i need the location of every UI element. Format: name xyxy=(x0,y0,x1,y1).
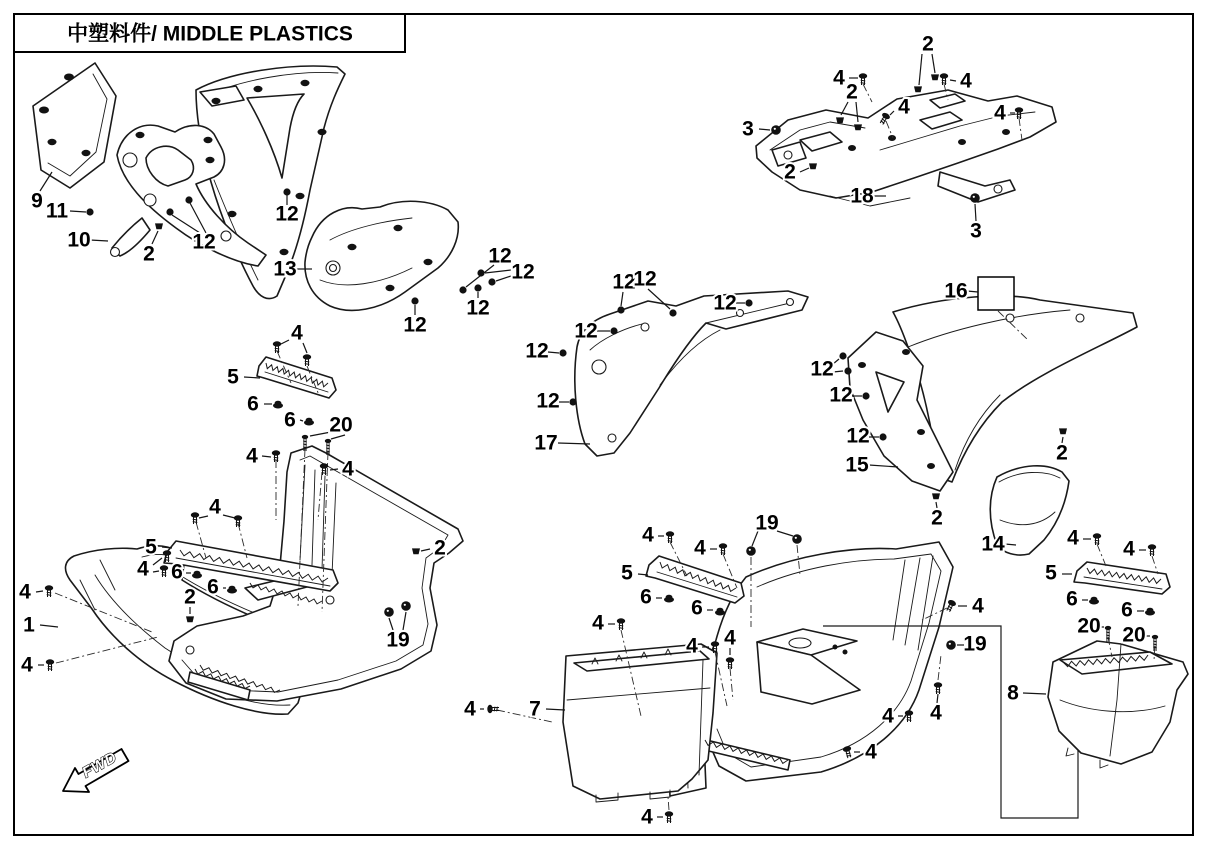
leader-line xyxy=(975,204,976,221)
rivet-fastener-icon xyxy=(185,196,192,203)
centerline xyxy=(863,84,872,102)
clip-fastener-icon xyxy=(186,616,194,622)
callout-label: 18 xyxy=(850,184,874,208)
callout-label: 4 xyxy=(686,634,698,658)
rivet-fastener-icon xyxy=(411,297,418,304)
callout-label: 6 xyxy=(207,575,219,599)
screw-fastener-icon xyxy=(666,531,674,543)
callout-label: 19 xyxy=(386,628,410,652)
clip-fastener-icon xyxy=(931,74,939,80)
callout-label: 4 xyxy=(972,594,984,618)
leader-line xyxy=(262,456,271,457)
screw-fastener-icon xyxy=(45,585,53,597)
callout-label: 4 xyxy=(994,101,1006,125)
callout-label: 20 xyxy=(1077,614,1101,638)
screw-fastener-icon xyxy=(303,354,311,366)
rivet-fastener-icon xyxy=(459,286,466,293)
callout-label: 12 xyxy=(810,357,834,381)
part-drawings xyxy=(33,63,1188,818)
callout-label: 1 xyxy=(23,613,35,637)
callout-label: 12 xyxy=(403,313,427,337)
callout-label: 4 xyxy=(291,321,303,345)
leader-line xyxy=(485,270,511,273)
callout-label: 12 xyxy=(525,339,549,363)
callout-label: 4 xyxy=(865,740,877,764)
fwd-label: FWD xyxy=(79,748,121,782)
callout-label: 8 xyxy=(1007,681,1019,705)
leader-line xyxy=(932,54,935,73)
leader-line xyxy=(36,591,43,592)
callout-label: 6 xyxy=(1121,598,1133,622)
cap-fastener-icon xyxy=(771,125,781,135)
callout-label: 4 xyxy=(833,66,845,90)
callout-label: 2 xyxy=(922,32,934,56)
callout-label: 12 xyxy=(466,296,490,320)
callout-label: 4 xyxy=(209,495,221,519)
clip-fastener-icon xyxy=(932,493,940,499)
callout-label: 12 xyxy=(192,230,216,254)
callout-label: 4 xyxy=(21,653,33,677)
rivet-fastener-icon xyxy=(839,352,846,359)
leader-line xyxy=(833,371,843,372)
callout-label: 2 xyxy=(434,536,446,560)
callout-label: 6 xyxy=(171,560,183,584)
screw-fastener-icon xyxy=(272,450,280,462)
leader-line xyxy=(90,240,108,241)
rivet-fastener-icon xyxy=(610,327,617,334)
screw-fastener-icon xyxy=(859,73,867,85)
callout-label: 4 xyxy=(137,557,149,581)
callout-label: 6 xyxy=(691,596,703,620)
nut-fastener-icon xyxy=(715,608,725,616)
callout-label: 12 xyxy=(488,244,512,268)
rivet-fastener-icon xyxy=(477,269,484,276)
screwlong-fastener-icon xyxy=(1105,626,1111,642)
rivet-fastener-icon xyxy=(745,299,752,306)
title-box xyxy=(14,14,405,52)
callout-label: 3 xyxy=(970,219,982,243)
callout-label: 5 xyxy=(145,535,157,559)
cap-fastener-icon xyxy=(792,534,802,544)
callout-label: 12 xyxy=(275,202,299,226)
screw-fastener-icon xyxy=(273,341,281,353)
callout-label: 2 xyxy=(931,506,943,530)
rivet-fastener-icon xyxy=(879,433,886,440)
nut-fastener-icon xyxy=(273,401,283,409)
callout-label: 4 xyxy=(1067,526,1079,550)
callout-label: 11 xyxy=(45,199,69,223)
callout-label: 5 xyxy=(227,365,239,389)
part-drawing-8 xyxy=(1048,641,1188,768)
callout-label: 2 xyxy=(846,80,858,104)
callout-label: 10 xyxy=(67,228,91,252)
callout-label: 14 xyxy=(981,532,1005,556)
leader-line xyxy=(40,172,52,191)
screw-fastener-icon xyxy=(665,811,673,823)
callout-label: 6 xyxy=(247,392,259,416)
callout-label: 12 xyxy=(574,319,598,343)
leader-line xyxy=(40,625,58,627)
leader-line xyxy=(621,292,623,306)
callout-label: 16 xyxy=(944,279,968,303)
leader-line xyxy=(70,211,86,212)
nut-fastener-icon xyxy=(1089,597,1099,605)
nut-fastener-icon xyxy=(227,586,237,594)
callout-label: 12 xyxy=(846,424,870,448)
leader-line xyxy=(300,420,303,421)
callout-16-box xyxy=(978,277,1014,310)
clip-fastener-icon xyxy=(836,117,844,123)
rivet-fastener-icon xyxy=(669,309,676,316)
nut-fastener-icon xyxy=(304,418,314,426)
callout-label: 4 xyxy=(342,457,354,481)
leader-line xyxy=(546,709,565,710)
clip-fastener-icon xyxy=(1059,428,1067,434)
part-drawing-13 xyxy=(305,201,458,310)
screw-fastener-icon xyxy=(46,659,54,671)
callout-label: 5 xyxy=(621,561,633,585)
rivet-fastener-icon xyxy=(617,306,624,313)
callout-label: 4 xyxy=(694,536,706,560)
callout-label: 2 xyxy=(184,585,196,609)
rivet-fastener-icon xyxy=(474,284,481,291)
leader-line xyxy=(967,291,978,292)
callout-label: 12 xyxy=(536,389,560,413)
fwd-arrow xyxy=(63,749,129,792)
centerline xyxy=(938,655,941,680)
leader-line xyxy=(1023,693,1046,694)
leader-line xyxy=(919,54,922,85)
callout-label: 6 xyxy=(1066,587,1078,611)
rivet-fastener-icon xyxy=(844,367,851,374)
callout-label: 4 xyxy=(898,95,910,119)
callout-label: 19 xyxy=(963,632,987,656)
leader-line xyxy=(281,340,289,344)
callout-label: 4 xyxy=(592,611,604,635)
screw-fastener-icon xyxy=(934,682,942,694)
callout-label: 12 xyxy=(713,291,737,315)
clip-fastener-icon xyxy=(155,223,163,229)
leader-line xyxy=(244,377,260,378)
centerline xyxy=(668,797,669,810)
callout-label: 4 xyxy=(930,701,942,725)
nut-fastener-icon xyxy=(192,571,202,579)
rivet-fastener-icon xyxy=(559,349,566,356)
nut-fastener-icon xyxy=(664,595,674,603)
callout-label: 12 xyxy=(829,383,853,407)
callout-label: 6 xyxy=(640,585,652,609)
screw-fastener-icon xyxy=(617,618,625,630)
callout-label: 4 xyxy=(1123,537,1135,561)
callout-label: 4 xyxy=(882,704,894,728)
clip-fastener-icon xyxy=(809,163,817,169)
part-drawing-17 xyxy=(575,291,808,456)
leader-line xyxy=(199,516,208,518)
screw-fastener-icon xyxy=(234,515,242,527)
leader-line xyxy=(950,80,956,81)
callout-label: 9 xyxy=(31,189,43,213)
callout-label: 20 xyxy=(1122,623,1146,647)
callout-label: 4 xyxy=(19,580,31,604)
callout-label: 4 xyxy=(960,69,972,93)
page-title: 中塑料件/ MIDDLE PLASTICS xyxy=(67,22,353,46)
cap-fastener-icon xyxy=(970,193,980,203)
callout-label: 3 xyxy=(742,117,754,141)
centerline xyxy=(1097,544,1106,566)
leader-line xyxy=(303,343,307,353)
clip-fastener-icon xyxy=(914,86,922,92)
screw-fastener-icon xyxy=(191,512,199,524)
nut-fastener-icon xyxy=(1145,608,1155,616)
callout-label: 2 xyxy=(784,160,796,184)
callout-label: 4 xyxy=(246,444,258,468)
clip-fastener-icon xyxy=(854,124,862,130)
screw-fastener-icon xyxy=(940,73,948,85)
rivet-fastener-icon xyxy=(488,278,495,285)
cap-fastener-icon xyxy=(946,640,956,650)
callout-label: 4 xyxy=(642,523,654,547)
callout-label: 12 xyxy=(633,267,657,291)
screw-fastener-icon xyxy=(1093,533,1101,545)
screw-fastener-icon xyxy=(487,705,499,713)
screw-fastener-icon xyxy=(944,599,957,613)
callout-label: 12 xyxy=(612,270,636,294)
callout-label: 2 xyxy=(1056,441,1068,465)
cap-fastener-icon xyxy=(384,607,394,617)
leader-line xyxy=(833,359,839,364)
cap-fastener-icon xyxy=(401,601,411,611)
leader-line xyxy=(310,432,331,436)
centerline xyxy=(497,710,552,722)
rivet-fastener-icon xyxy=(86,208,93,215)
callout-label: 17 xyxy=(534,431,558,455)
callout-label: 20 xyxy=(329,413,353,437)
callout-label: 19 xyxy=(755,511,779,535)
cap-fastener-icon xyxy=(746,546,756,556)
callout-label: 2 xyxy=(143,242,155,266)
callout-label: 6 xyxy=(284,408,296,432)
rivet-fastener-icon xyxy=(283,188,290,195)
rivet-fastener-icon xyxy=(862,392,869,399)
callout-label: 15 xyxy=(845,453,869,477)
clip-fastener-icon xyxy=(412,548,420,554)
part-drawing-9 xyxy=(33,63,116,188)
leader-line xyxy=(496,276,511,281)
callout-label: 5 xyxy=(1045,561,1057,585)
rivet-fastener-icon xyxy=(569,398,576,405)
leader-line xyxy=(548,352,559,353)
callout-label: 13 xyxy=(273,257,297,281)
screw-fastener-icon xyxy=(719,543,727,555)
leader-line xyxy=(223,515,235,518)
callout-label: 4 xyxy=(641,805,653,829)
callout-label: 4 xyxy=(724,626,736,650)
leader-line xyxy=(759,129,770,130)
leader-line xyxy=(777,531,793,536)
screw-fastener-icon xyxy=(1148,544,1156,556)
callout-label: 7 xyxy=(529,697,541,721)
callout-label: 4 xyxy=(464,697,476,721)
rivet-fastener-icon xyxy=(166,208,173,215)
callout-label: 12 xyxy=(511,260,535,284)
